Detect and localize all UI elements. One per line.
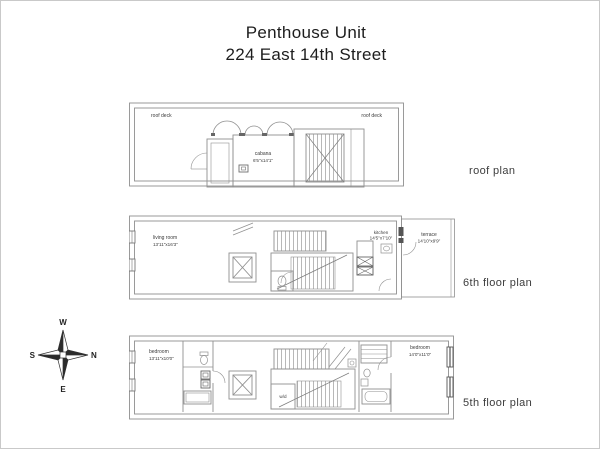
kitchen-dims: 14'5"x7'10" (369, 235, 393, 241)
compass-east-label: E (60, 385, 66, 394)
living-room-dims: 13'11"x16'3" (153, 242, 178, 247)
roof-plan-drawing (129, 99, 404, 194)
roof-deck-right-label: roof deck (361, 113, 382, 119)
washer-dryer-label: w/d (279, 394, 287, 399)
main-stairwell (271, 253, 353, 291)
cabana-dims: 6'5"x14'1" (252, 158, 274, 163)
bedroom-left-label: bedroom (149, 349, 169, 355)
terrace-area (399, 219, 455, 297)
bedroom-left-dims: 13'11"x10'0" (149, 356, 174, 361)
sixth-floor-drawing (129, 211, 459, 306)
fifth-floor-label: 5th floor plan (463, 397, 533, 409)
bedroom-right-label: bedroom (410, 345, 430, 351)
cabana-structure (191, 135, 294, 187)
title-line-2: 224 East 14th Street (225, 45, 387, 64)
roof-deck-left-label: roof deck (151, 113, 172, 119)
kitchen-label: kitchen (373, 230, 389, 235)
cabana-label: cabana (254, 151, 272, 157)
compass-west-label: W (59, 318, 67, 327)
upper-stair (274, 343, 351, 369)
elevator-shaft (229, 223, 256, 282)
terrace-dims: 14'10"x9'9" (417, 238, 441, 244)
kitchen-counters (357, 241, 392, 291)
bedroom-right-dims: 14'0"x11'0" (408, 352, 432, 357)
floor5-windows-right (447, 347, 453, 397)
living-room-label: living room (153, 235, 178, 241)
bathroom (271, 271, 293, 291)
cabana-awning-arcs (211, 121, 294, 136)
roof-plan-label: roof plan (469, 165, 516, 177)
terrace-label: terrace (421, 232, 437, 238)
upper-stair (274, 231, 326, 251)
elevator-shaft (229, 371, 256, 399)
sixth-floor-label: 6th floor plan (463, 277, 533, 289)
roof-stair-bulkhead (294, 129, 364, 187)
compass-north-label: N (91, 351, 97, 360)
page-title (7, 22, 600, 66)
compass-rose (29, 315, 105, 399)
fifth-floor-drawing (129, 331, 459, 426)
left-bath-closets (183, 341, 225, 412)
floor5-outline (130, 336, 454, 419)
compass-star (38, 330, 88, 380)
compass-south-label: S (29, 351, 35, 360)
floor6-outline (130, 216, 402, 299)
right-bathroom (359, 341, 391, 412)
title-line-1: Penthouse Unit (245, 23, 367, 42)
